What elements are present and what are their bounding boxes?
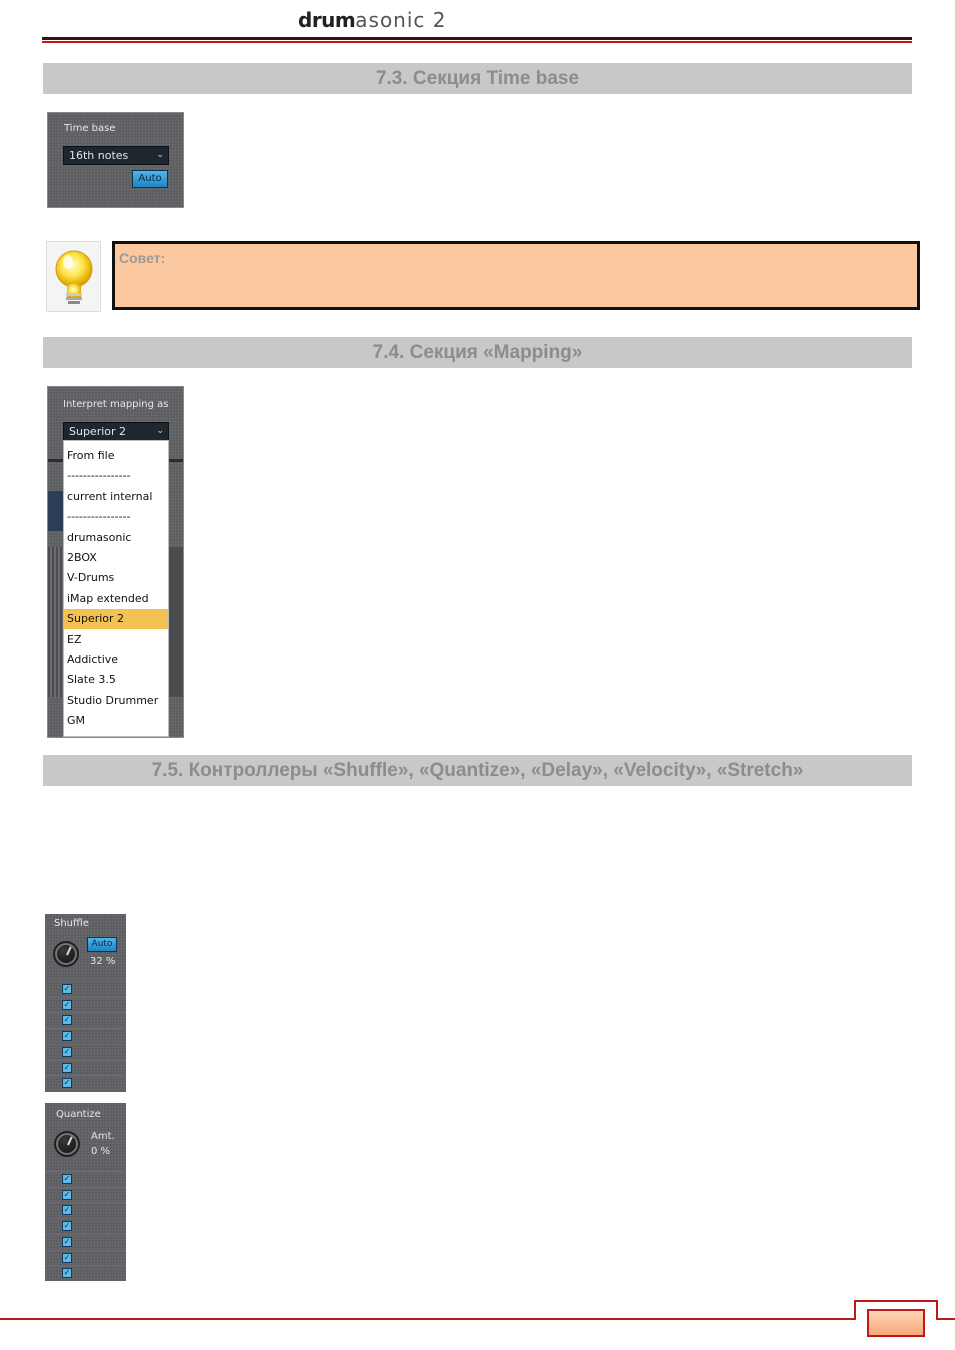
quantize-checkbox[interactable]: ✓ (63, 1205, 71, 1215)
quantize-row (45, 1234, 126, 1249)
quantize-row (45, 1265, 126, 1280)
footer-rule (0, 1318, 855, 1320)
shuffle-checkbox[interactable]: ✓ (63, 999, 71, 1009)
shuffle-value: 32 % (90, 956, 116, 967)
section-title-timebase: 7.3. Секция Time base (43, 63, 912, 94)
menu-option[interactable]: From file (67, 449, 115, 462)
shuffle-checkbox[interactable]: ✓ (63, 1062, 71, 1072)
menu-option[interactable]: GM (67, 714, 86, 728)
menu-option[interactable]: drumasonic (67, 530, 132, 544)
page-number-box (867, 1309, 925, 1337)
menu-option[interactable]: Studio Drummer (67, 693, 159, 707)
panel-background-element (48, 547, 64, 697)
quantize-checkbox[interactable]: ✓ (63, 1268, 71, 1278)
quantize-checkbox[interactable]: ✓ (63, 1221, 71, 1231)
quantize-checkbox[interactable]: ✓ (63, 1174, 71, 1183)
menu-option[interactable]: 2BOX (67, 551, 97, 564)
brand-logo-part1: drum (298, 8, 356, 32)
shuffle-knob[interactable] (53, 941, 79, 967)
brand-logo-part2: asonic 2 (355, 8, 447, 32)
mapping-dropdown-value: Superior 2 (69, 425, 127, 438)
header-rule-accent (42, 41, 912, 43)
menu-separator: ---------------- (67, 510, 131, 524)
quantize-row (45, 1171, 126, 1186)
quantize-row (45, 1187, 126, 1202)
chevron-down-icon: ⌄ (156, 150, 164, 160)
shuffle-checkbox[interactable]: ✓ (63, 1031, 71, 1041)
quantize-amt-label: Amt. (91, 1131, 115, 1142)
shuffle-row (45, 997, 126, 1012)
menu-option[interactable]: current internal (67, 489, 153, 503)
shuffle-checkbox[interactable]: ✓ (63, 984, 71, 993)
tip-box (112, 241, 920, 310)
chevron-down-icon: ⌄ (156, 426, 164, 436)
shuffle-checkbox[interactable]: ✓ (63, 1078, 71, 1088)
shuffle-checkbox[interactable]: ✓ (63, 1046, 71, 1056)
shuffle-row (45, 1044, 126, 1059)
shuffle-checkbox-list (45, 981, 126, 1091)
menu-option[interactable]: Addictive (67, 653, 119, 666)
menu-option[interactable]: iMap extended (67, 591, 149, 605)
quantize-row (45, 1218, 126, 1233)
panel-background-element (169, 547, 183, 697)
section-title-controllers: 7.5. Контроллеры «Shuffle», «Quantize», «Delay», «Velocity», «Stretch» (43, 755, 912, 786)
header-rule (42, 37, 912, 40)
menu-option[interactable]: Slate 3.5 (67, 673, 116, 687)
tip-label: Совет: (119, 250, 166, 266)
mapping-options-menu (63, 440, 169, 737)
shuffle-row (45, 1028, 126, 1043)
mapping-label: Interpret mapping as (63, 399, 169, 410)
shuffle-label: Shuffle (54, 918, 89, 929)
lightbulb-icon (46, 241, 101, 312)
timebase-dropdown[interactable] (63, 146, 169, 165)
menu-option[interactable]: EZ (67, 632, 82, 646)
timebase-panel (47, 112, 184, 208)
quantize-checkbox[interactable]: ✓ (63, 1252, 71, 1262)
timebase-label: Time base (64, 123, 116, 134)
panel-background-element (48, 491, 64, 531)
shuffle-auto-button[interactable]: Auto (87, 937, 117, 952)
quantize-label: Quantize (56, 1109, 101, 1120)
shuffle-row (45, 1060, 126, 1075)
quantize-panel (45, 1103, 126, 1281)
quantize-knob[interactable] (54, 1131, 80, 1157)
quantize-row (45, 1202, 126, 1217)
menu-option[interactable]: Superior 2 (64, 609, 168, 629)
timebase-auto-button[interactable]: Auto (132, 170, 168, 188)
quantize-checkbox[interactable]: ✓ (63, 1236, 71, 1246)
footer-rule-right (938, 1318, 955, 1320)
menu-separator: ---------------- (67, 469, 131, 483)
mapping-dropdown[interactable] (63, 422, 169, 441)
menu-option[interactable]: V-Drums (67, 571, 115, 585)
quantize-value: 0 % (91, 1146, 111, 1157)
section-title-mapping: 7.4. Секция «Mapping» (43, 337, 912, 368)
shuffle-checkbox[interactable]: ✓ (63, 1015, 71, 1025)
shuffle-row (45, 1075, 126, 1090)
brand-logo (298, 8, 447, 32)
timebase-dropdown-value: 16th notes (69, 149, 129, 162)
shuffle-panel (45, 914, 126, 1092)
shuffle-row (45, 981, 126, 996)
shuffle-row (45, 1012, 126, 1027)
quantize-row (45, 1250, 126, 1265)
quantize-checkbox-list (45, 1171, 126, 1281)
quantize-checkbox[interactable]: ✓ (63, 1189, 71, 1199)
